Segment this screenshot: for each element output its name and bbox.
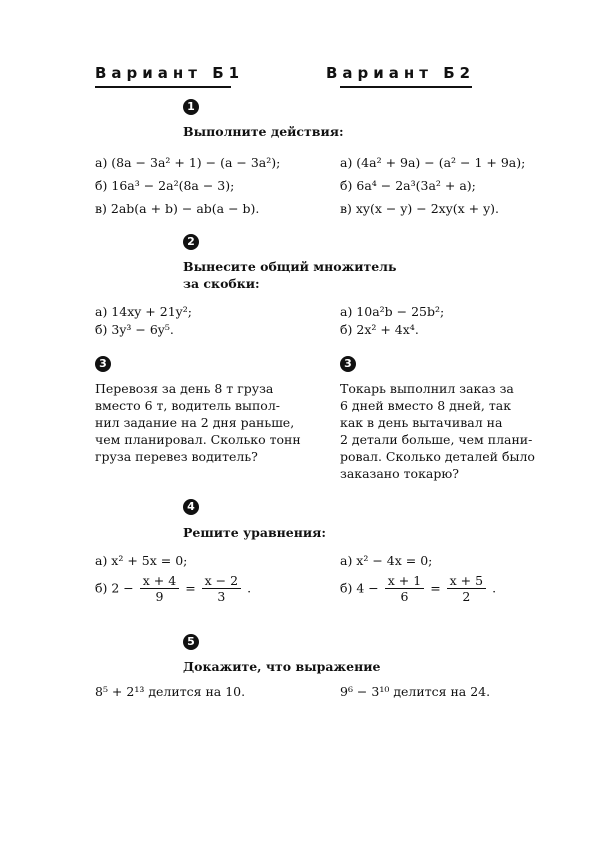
task-3-left-number-icon: 3 [95,356,111,372]
task-4-right-a: а) x² − 4x = 0; [340,553,433,568]
task-4-right-b-fraction-2 [447,573,486,605]
task-1-heading: Выполните действия: [183,124,344,139]
fraction-numerator: x − 2 [202,573,241,589]
task-4-heading: Решите уравнения: [183,525,327,540]
task-2-left-b: б) 3y³ − 6y⁵. [95,322,174,337]
task-2-right-a: а) 10a²b − 25b²; [340,304,445,319]
task-4-right-b-fraction-1 [385,573,424,605]
task-3-right-line: 2 детали больше, чем плани- [340,432,533,447]
task-1-left-a: а) (8a − 3a² + 1) − (a − 3a²); [95,155,281,170]
task-4-left-b [95,573,251,605]
task-2-left-a: а) 14xy + 21y²; [95,304,192,319]
task-2-heading-line-2: за скобки: [183,276,260,291]
task-4-left-b-fraction-1 [140,573,179,605]
task-4-number-icon: 4 [183,499,199,515]
task-3-right-line: заказано токарю? [340,466,459,481]
task-3-right-line: ровал. Сколько деталей было [340,449,535,464]
task-3-left-line: нил задание на 2 дня раньше, [95,415,295,430]
task-4-left-a: а) x² + 5x = 0; [95,553,188,568]
task-3-right-problem [340,380,548,482]
task-3-right-line: как в день вытачивал на [340,415,503,430]
task-1-left-c: в) 2ab(a + b) − ab(a − b). [95,201,260,216]
fraction-numerator: x + 1 [385,573,424,589]
task-4-left-b-equals: = [185,580,196,596]
variant-b2-underline [340,86,472,88]
task-5-heading: Докажите, что выражение [183,659,381,674]
task-4-right-b-equals: = [430,580,441,596]
task-3-right-number-icon: 3 [340,356,356,372]
task-1-left-b: б) 16a³ − 2a²(8a − 3); [95,178,235,193]
variant-b1-underline [95,86,231,88]
task-1-right-a: а) (4a² + 9a) − (a² − 1 + 9a); [340,155,526,170]
variant-b1-title: Вариант Б1 [95,64,245,82]
task-5-right: 9⁶ − 3¹⁰ делится на 24. [340,684,491,699]
task-1-right-b: б) 6a⁴ − 2a³(3a² + a); [340,178,476,193]
variant-b2-title: Вариант Б2 [326,64,476,82]
task-3-left-line: Перевозя за день 8 т груза [95,381,274,396]
task-3-left-line: груза перевез водитель? [95,449,258,464]
task-4-left-b-fraction-2 [202,573,241,605]
fraction-denominator: 9 [155,589,164,604]
task-2-number-icon: 2 [183,234,199,250]
fraction-numerator: x + 4 [140,573,179,589]
task-3-left-problem [95,380,303,465]
task-3-right-line: 6 дней вместо 8 дней, так [340,398,512,413]
task-1-number-icon: 1 [183,99,199,115]
task-3-right-line: Токарь выполнил заказ за [340,381,514,396]
task-4-right-b [340,573,496,605]
task-5-left: 8⁵ + 2¹³ делится на 10. [95,684,246,699]
task-3-left-line: чем планировал. Сколько тонн [95,432,301,447]
task-5-number-icon: 5 [183,634,199,650]
task-4-left-b-prefix: б) 2 − [95,580,134,596]
task-3-left-line: вместо 6 т, водитель выпол- [95,398,280,413]
task-4-left-b-end: . [247,580,252,596]
fraction-numerator: x + 5 [447,573,486,589]
fraction-denominator: 3 [217,589,226,604]
fraction-denominator: 6 [400,589,409,604]
task-2-right-b: б) 2x² + 4x⁴. [340,322,419,337]
task-4-right-b-prefix: б) 4 − [340,580,379,596]
task-4-right-b-end: . [492,580,497,596]
fraction-denominator: 2 [462,589,471,604]
task-1-right-c: в) xy(x − y) − 2xy(x + y). [340,201,500,216]
task-2-heading-line-1: Вынесите общий множитель [183,259,397,274]
